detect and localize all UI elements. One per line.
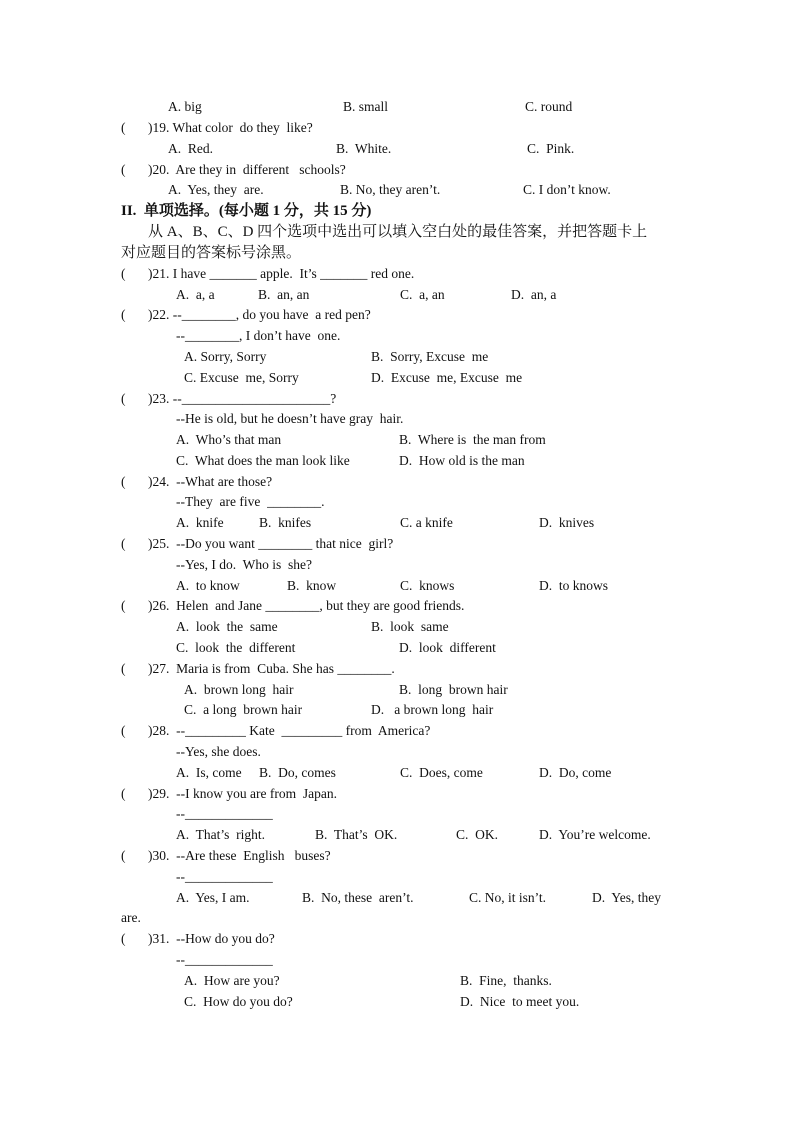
q25-option-b: B. know [287,578,337,593]
q26-stem: )26. Helen and Jane ________, but they are good friends. [148,598,465,613]
q22-option-c: C. Excuse me, Sorry [184,370,299,385]
answer-paren: ( [121,307,126,322]
answer-paren: ( [121,723,126,738]
q31-option-c: C. How do you do? [184,994,293,1009]
q28-option-b: B. Do, comes [259,765,336,780]
q25-option-d: D. to knows [539,578,609,593]
q25-option-c: C. knows [400,578,455,593]
q22-stem: )22. --________, do you have a red pen? [148,307,371,322]
q30-line2: --_____________ [176,869,273,884]
q23-option-c: C. What does the man look like [176,453,350,468]
q26-option-d: D. look different [399,640,496,655]
section-instruction-line2: 对应题目的答案标号涂黑。 [121,245,302,261]
q29-option-b: B. That’s OK. [315,827,398,842]
q29-line2: --_____________ [176,806,273,821]
q23-option-b: B. Where is the man from [399,432,546,447]
answer-paren: ( [121,536,126,551]
q29-stem: )29. --I know you are from Japan. [148,786,337,801]
q25-line2: --Yes, I do. Who is she? [176,557,312,572]
q24-line2: --They are five ________. [176,494,325,509]
q21-option-a: A. a, a [176,287,215,302]
q18-option-c: C. round [525,99,573,114]
answer-paren: ( [121,661,126,676]
q23-stem: )23. --______________________? [148,391,337,406]
q24-option-c: C. a knife [400,515,453,530]
answer-paren: ( [121,848,126,863]
q29-option-c: C. OK. [456,827,499,842]
q31-option-a: A. How are you? [184,973,280,988]
q25-option-a: A. to know [176,578,240,593]
q28-option-c: C. Does, come [400,765,483,780]
q24-stem: )24. --What are those? [148,474,273,489]
q26-option-c: C. look the different [176,640,296,655]
q31-line2: --_____________ [176,952,273,967]
q30-option-d-wrap: are. [121,910,141,925]
q19-option-b: B. White. [336,141,392,156]
q30-option-b: B. No, these aren’t. [302,890,414,905]
q31-stem: )31. --How do you do? [148,931,275,946]
q27-stem: )27. Maria is from Cuba. She has ________. [148,661,395,676]
q19-option-a: A. Red. [168,141,213,156]
q21-option-d: D. an, a [511,287,557,302]
q22-option-b: B. Sorry, Excuse me [371,349,489,364]
q22-option-a: A. Sorry, Sorry [184,349,267,364]
q28-stem: )28. --_________ Kate _________ from America? [148,723,431,738]
q21-stem: )21. I have _______ apple. It’s _______ red one. [148,266,415,281]
answer-paren: ( [121,266,126,281]
q30-option-c: C. No, it isn’t. [469,890,547,905]
q27-option-d: D. a brown long hair [371,702,494,717]
q20-option-b: B. No, they aren’t. [340,182,441,197]
q26-option-b: B. look same [371,619,449,634]
q30-option-d: D. Yes, they [592,890,662,905]
q27-option-a: A. brown long hair [184,682,294,697]
q30-stem: )30. --Are these English buses? [148,848,331,863]
q20-option-a: A. Yes, they are. [168,182,264,197]
q31-option-b: B. Fine, thanks. [460,973,552,988]
q27-option-b: B. long brown hair [399,682,508,697]
q21-option-c: C. a, an [400,287,445,302]
q20-stem: )20. Are they in different schools? [148,162,346,177]
q30-option-a: A. Yes, I am. [176,890,250,905]
q26-option-a: A. look the same [176,619,278,634]
q23-line2: --He is old, but he doesn’t have gray hair. [176,411,404,426]
answer-paren: ( [121,391,126,406]
q24-option-d: D. knives [539,515,595,530]
q24-option-a: A. knife [176,515,224,530]
answer-paren: ( [121,786,126,801]
q24-option-b: B. knifes [259,515,312,530]
q31-option-d: D. Nice to meet you. [460,994,580,1009]
q28-option-a: A. Is, come [176,765,242,780]
q27-option-c: C. a long brown hair [184,702,303,717]
q18-option-b: B. small [343,99,389,114]
q19-stem: )19. What color do they like? [148,120,313,135]
section-heading: II. 单项选择。(每小题 1 分，共 15 分) [121,203,372,219]
q23-option-a: A. Who’s that man [176,432,282,447]
answer-paren: ( [121,931,126,946]
q28-option-d: D. Do, come [539,765,612,780]
q20-option-c: C. I don’t know. [523,182,611,197]
q19-option-c: C. Pink. [527,141,575,156]
q29-option-a: A. That’s right. [176,827,265,842]
q28-line2: --Yes, she does. [176,744,261,759]
q29-option-d: D. You’re welcome. [539,827,651,842]
answer-paren: ( [121,120,126,135]
answer-paren: ( [121,162,126,177]
section-instruction-line1: 从 A、B、C、D 四个选项中选出可以填入空白处的最佳答案，并把答题卡上 [148,224,648,240]
q21-option-b: B. an, an [258,287,310,302]
q22-option-d: D. Excuse me, Excuse me [371,370,523,385]
answer-paren: ( [121,598,126,613]
q25-stem: )25. --Do you want ________ that nice girl? [148,536,394,551]
answer-paren: ( [121,474,126,489]
q18-option-a: A. big [168,99,202,114]
q23-option-d: D. How old is the man [399,453,525,468]
q22-line2: --________, I don’t have one. [176,328,341,343]
